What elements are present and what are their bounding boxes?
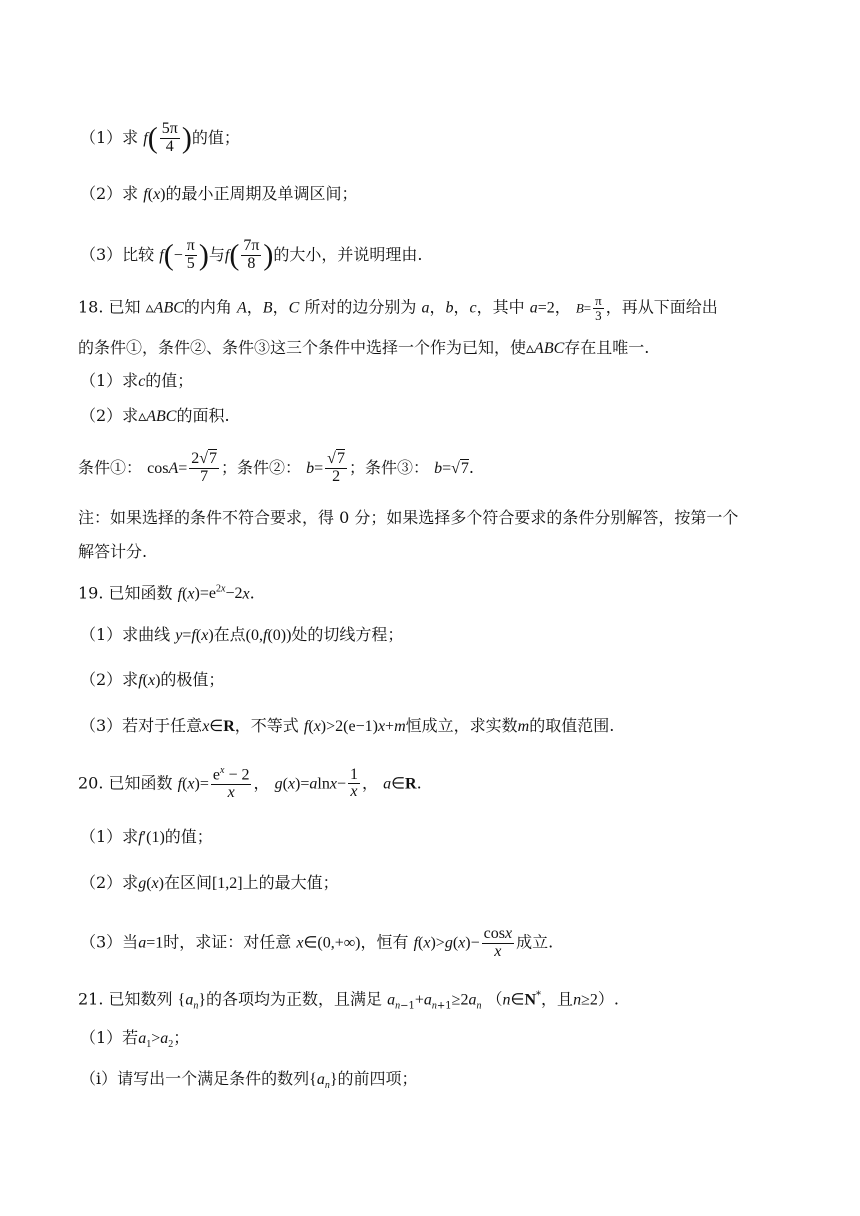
q17-part3: （3）比较 f(− $\frac{\pi}{5}$ )与f( $\frac{7\pi}{8}$ )的大小，并说明理由.: [80, 237, 423, 272]
q18-conditions: 条件①： cosA= $\frac{2√7}{7}$ ；条件②： b= $\frac{√7}{2}$ ；条件③： b=√7.: [78, 450, 474, 485]
q19-part2: （2）求f(x)的极值；: [80, 670, 225, 689]
q21-part1: （1）若$a_1>a_2$；: [80, 1028, 190, 1051]
q18-intro-line2: 的条件①，条件②、条件③这三个条件中选择一个作为已知，使▵ABC存在且唯一.: [78, 338, 650, 357]
q20-part2: （2）求g(x)在区间[1,2]上的最大值；: [80, 873, 339, 892]
q20-intro: 20. 已知函数 f(x)= $\frac{e^x - 2}{x}$ ， g(x)=alnx− $\frac{1}{x}$ ， a∈R.: [78, 765, 422, 802]
q17-part1: （1）求 f( $\frac{5\pi}{4}$ )的值；: [80, 120, 240, 155]
q17-part2: （2）求 f(x)的最小正周期及单调区间；: [80, 184, 358, 203]
q18-note-line1: 注：如果选择的条件不符合要求，得 0 分；如果选择多个符合要求的条件分别解答，按第一个: [78, 508, 739, 527]
q19-intro: 19. 已知函数 $f(x)=e^{2x}-2x$.: [78, 583, 255, 603]
q21-intro: 21. 已知数列 $\{a_n\}$的各项均为正数，且满足 $a_{n-1}+a_{n+1}\ge 2a_n$ （n∈N*，且n≥2）.: [78, 989, 619, 1012]
q18-intro-line1: 18. 已知 ▵ABC的内角 A，B，C 所对的边分别为 a，b，c，其中 a=2， B= $\frac{\pi}{3}$ ，再从下面给出: [78, 293, 718, 323]
q19-part3: （3）若对于任意x∈R，不等式 f(x)>2(e−1)x+m恒成立，求实数m的取值范围.: [80, 716, 615, 735]
q20-part3: （3）当a=1时，求证：对任意 x∈(0,+∞)，恒有 f(x)>g(x)− $\frac{\cos x}{x}$ 成立.: [80, 925, 554, 960]
q18-note-line2: 解答计分.: [78, 542, 148, 561]
q19-part1: （1）求曲线 y=f(x)在点(0,f(0))处的切线方程；: [80, 625, 404, 644]
q21-part1-i: （i）请写出一个满足条件的数列$\{a_n\}$的前四项；: [80, 1069, 418, 1092]
q20-part1: （1）求f′(1)的值；: [80, 827, 213, 846]
q18-part2: （2）求▵ABC的面积.: [80, 406, 230, 425]
q18-part1: （1）求c的值；: [80, 371, 194, 390]
